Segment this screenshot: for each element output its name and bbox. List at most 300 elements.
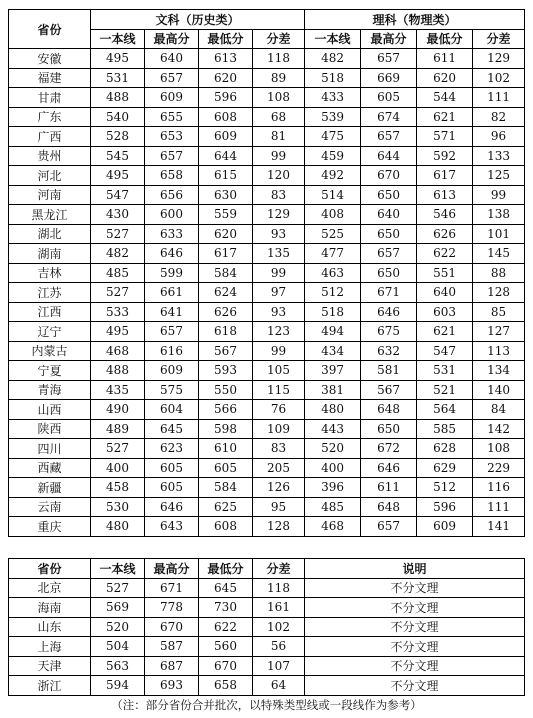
score-cell: 485 — [305, 497, 361, 517]
province-cell: 新疆 — [9, 478, 91, 498]
score-cell: 488 — [91, 361, 145, 381]
score-cell: 82 — [473, 107, 525, 127]
score-cell: 107 — [253, 656, 305, 676]
score-cell: 128 — [253, 517, 305, 537]
score-cell: 381 — [305, 380, 361, 400]
score-cell: 111 — [473, 497, 525, 517]
score-cell: 640 — [417, 283, 473, 303]
score-cell: 102 — [473, 68, 525, 88]
province-cell: 广西 — [9, 127, 91, 147]
score-cell: 482 — [91, 244, 145, 264]
table-row — [9, 578, 525, 598]
subheader-cell: 最高分 — [361, 29, 417, 49]
score-cell: 120 — [253, 166, 305, 186]
province-cell: 黑龙江 — [9, 205, 91, 225]
score-cell: 604 — [145, 400, 199, 420]
province-cell: 湖南 — [9, 244, 91, 264]
score-cell: 115 — [253, 380, 305, 400]
score-cell: 650 — [361, 419, 417, 439]
score-cell: 656 — [145, 185, 199, 205]
province-cell: 贵州 — [9, 146, 91, 166]
score-cell: 397 — [305, 361, 361, 381]
score-cell: 626 — [199, 302, 253, 322]
score-cell: 85 — [473, 302, 525, 322]
score-cell: 616 — [145, 341, 199, 361]
province-cell: 云南 — [9, 497, 91, 517]
province-cell: 西藏 — [9, 458, 91, 478]
table-row — [9, 637, 525, 657]
score-cell: 646 — [145, 497, 199, 517]
score-cell: 116 — [473, 478, 525, 498]
score-cell: 617 — [417, 166, 473, 186]
score-cell: 613 — [417, 185, 473, 205]
score-cell: 657 — [361, 517, 417, 537]
score-cell: 458 — [91, 478, 145, 498]
subheader-cell: 分差 — [473, 29, 525, 49]
score-cell: 443 — [305, 419, 361, 439]
score-cell: 628 — [417, 439, 473, 459]
score-cell: 621 — [417, 107, 473, 127]
score-cell: 608 — [199, 517, 253, 537]
score-cell: 528 — [91, 127, 145, 147]
score-cell: 610 — [199, 439, 253, 459]
score-cell: 485 — [91, 263, 145, 283]
province-cell: 山东 — [9, 617, 91, 637]
score-cell: 596 — [199, 88, 253, 108]
table-row — [9, 656, 525, 676]
score-cell: 587 — [145, 637, 199, 657]
score-cell: 468 — [305, 517, 361, 537]
table-row — [9, 49, 525, 69]
province-cell: 浙江 — [9, 676, 91, 696]
score-cell: 575 — [145, 380, 199, 400]
score-cell: 671 — [145, 578, 199, 598]
score-cell: 633 — [145, 224, 199, 244]
score-cell: 669 — [361, 68, 417, 88]
score-cell: 605 — [145, 478, 199, 498]
table-row — [9, 598, 525, 618]
table-row — [9, 361, 525, 381]
score-cell: 646 — [145, 244, 199, 264]
score-cell: 495 — [91, 322, 145, 342]
score-cell: 603 — [417, 302, 473, 322]
header-cell: 分差 — [253, 559, 305, 579]
score-cell: 123 — [253, 322, 305, 342]
score-cell: 620 — [199, 224, 253, 244]
table-row — [9, 205, 525, 225]
table-row — [9, 166, 525, 186]
score-cell: 598 — [199, 419, 253, 439]
score-cell: 527 — [91, 283, 145, 303]
score-cell: 550 — [199, 380, 253, 400]
score-cell: 125 — [473, 166, 525, 186]
table-row — [9, 283, 525, 303]
table-row — [9, 68, 525, 88]
score-cell: 140 — [473, 380, 525, 400]
score-cell: 547 — [417, 341, 473, 361]
score-cell: 670 — [361, 166, 417, 186]
province-cell: 广东 — [9, 107, 91, 127]
header-cell: 说明 — [305, 559, 525, 579]
score-cell: 118 — [253, 49, 305, 69]
header-cell: 最低分 — [199, 559, 253, 579]
score-cell: 623 — [145, 439, 199, 459]
score-cell: 108 — [253, 88, 305, 108]
score-cell: 644 — [361, 146, 417, 166]
score-cell: 99 — [473, 185, 525, 205]
province-cell: 辽宁 — [9, 322, 91, 342]
province-cell: 青海 — [9, 380, 91, 400]
table-row — [9, 244, 525, 264]
score-cell: 530 — [91, 497, 145, 517]
score-cell: 126 — [253, 478, 305, 498]
score-cell: 463 — [305, 263, 361, 283]
score-cell: 560 — [199, 637, 253, 657]
score-cell: 657 — [361, 244, 417, 264]
score-cell: 546 — [417, 205, 473, 225]
remark-cell: 不分文理 — [305, 598, 525, 618]
score-cell: 615 — [199, 166, 253, 186]
score-cell: 547 — [91, 185, 145, 205]
score-cell: 564 — [417, 400, 473, 420]
table-row — [9, 419, 525, 439]
table-row — [9, 127, 525, 147]
score-cell: 584 — [199, 478, 253, 498]
score-cell: 64 — [253, 676, 305, 696]
score-cell: 648 — [361, 497, 417, 517]
score-cell: 584 — [199, 263, 253, 283]
score-cell: 566 — [199, 400, 253, 420]
score-cell: 99 — [253, 341, 305, 361]
score-cell: 527 — [91, 578, 145, 598]
score-cell: 99 — [253, 263, 305, 283]
score-cell: 459 — [305, 146, 361, 166]
score-cell: 600 — [145, 205, 199, 225]
score-cell: 571 — [417, 127, 473, 147]
table-row — [9, 617, 525, 637]
score-cell: 620 — [417, 68, 473, 88]
score-cell: 396 — [305, 478, 361, 498]
table-row — [9, 380, 525, 400]
score-cell: 138 — [473, 205, 525, 225]
score-cell: 657 — [361, 49, 417, 69]
table-row — [9, 302, 525, 322]
score-cell: 145 — [473, 244, 525, 264]
score-cell: 134 — [473, 361, 525, 381]
score-cell: 109 — [253, 419, 305, 439]
table-row — [9, 517, 525, 537]
score-cell: 592 — [417, 146, 473, 166]
subheader-cell: 最低分 — [417, 29, 473, 49]
score-cell: 645 — [199, 578, 253, 598]
score-cell: 620 — [199, 68, 253, 88]
score-cell: 611 — [361, 478, 417, 498]
score-cell: 609 — [417, 517, 473, 537]
score-cell: 593 — [199, 361, 253, 381]
score-cell: 435 — [91, 380, 145, 400]
province-cell: 上海 — [9, 637, 91, 657]
province-cell: 甘肃 — [9, 88, 91, 108]
score-cell: 540 — [91, 107, 145, 127]
score-cell: 433 — [305, 88, 361, 108]
score-cell: 111 — [473, 88, 525, 108]
score-cell: 475 — [305, 127, 361, 147]
score-cell: 408 — [305, 205, 361, 225]
score-cell: 434 — [305, 341, 361, 361]
score-cell: 559 — [199, 205, 253, 225]
score-cell: 504 — [91, 637, 145, 657]
score-cell: 613 — [199, 49, 253, 69]
score-cell: 778 — [145, 598, 199, 618]
table-row — [9, 107, 525, 127]
score-cell: 658 — [199, 676, 253, 696]
score-cell: 488 — [91, 88, 145, 108]
score-cell: 657 — [145, 322, 199, 342]
score-cell: 625 — [199, 497, 253, 517]
score-cell: 494 — [305, 322, 361, 342]
score-cell: 514 — [305, 185, 361, 205]
header-liberal-arts: 文科（历史类） — [91, 10, 305, 30]
table-row — [9, 676, 525, 696]
header-cell: 最高分 — [145, 559, 199, 579]
score-cell: 640 — [145, 49, 199, 69]
score-cell: 640 — [361, 205, 417, 225]
score-cell: 490 — [91, 400, 145, 420]
score-cell: 545 — [91, 146, 145, 166]
score-cell: 518 — [305, 68, 361, 88]
score-cell: 605 — [361, 88, 417, 108]
score-cell: 135 — [253, 244, 305, 264]
subheader-cell: 一本线 — [91, 29, 145, 49]
score-cell: 96 — [473, 127, 525, 147]
score-cell: 521 — [417, 380, 473, 400]
score-cell: 527 — [91, 224, 145, 244]
score-cell: 622 — [417, 244, 473, 264]
score-cell: 495 — [91, 49, 145, 69]
score-cell: 400 — [91, 458, 145, 478]
score-cell: 605 — [145, 458, 199, 478]
score-cell: 657 — [361, 127, 417, 147]
score-cell: 480 — [91, 517, 145, 537]
score-cell: 644 — [199, 146, 253, 166]
province-cell: 天津 — [9, 656, 91, 676]
score-cell: 563 — [91, 656, 145, 676]
score-cell: 142 — [473, 419, 525, 439]
province-cell: 四川 — [9, 439, 91, 459]
score-cell: 657 — [145, 146, 199, 166]
score-cell: 641 — [145, 302, 199, 322]
score-cell: 81 — [253, 127, 305, 147]
score-cell: 646 — [361, 302, 417, 322]
province-cell: 海南 — [9, 598, 91, 618]
score-cell: 609 — [199, 127, 253, 147]
score-cell: 693 — [145, 676, 199, 696]
score-cell: 609 — [145, 88, 199, 108]
score-table-by-track — [8, 9, 525, 537]
score-cell: 533 — [91, 302, 145, 322]
score-cell: 687 — [145, 656, 199, 676]
score-cell: 675 — [361, 322, 417, 342]
score-table-combined — [8, 558, 525, 696]
score-cell: 229 — [473, 458, 525, 478]
score-cell: 569 — [91, 598, 145, 618]
score-cell: 56 — [253, 637, 305, 657]
score-cell: 624 — [199, 283, 253, 303]
subheader-cell: 分差 — [253, 29, 305, 49]
score-cell: 133 — [473, 146, 525, 166]
score-cell: 512 — [417, 478, 473, 498]
table-row — [9, 146, 525, 166]
score-cell: 671 — [361, 283, 417, 303]
score-cell: 630 — [199, 185, 253, 205]
score-cell: 650 — [361, 263, 417, 283]
score-cell: 609 — [145, 361, 199, 381]
score-cell: 482 — [305, 49, 361, 69]
score-cell: 83 — [253, 185, 305, 205]
score-cell: 650 — [361, 224, 417, 244]
score-cell: 520 — [91, 617, 145, 637]
score-cell: 531 — [417, 361, 473, 381]
score-cell: 97 — [253, 283, 305, 303]
province-cell: 内蒙古 — [9, 341, 91, 361]
score-cell: 518 — [305, 302, 361, 322]
score-cell: 489 — [91, 419, 145, 439]
score-cell: 581 — [361, 361, 417, 381]
province-cell: 陕西 — [9, 419, 91, 439]
province-cell: 湖北 — [9, 224, 91, 244]
score-cell: 129 — [253, 205, 305, 225]
score-cell: 400 — [305, 458, 361, 478]
score-cell: 599 — [145, 263, 199, 283]
score-cell: 113 — [473, 341, 525, 361]
score-cell: 127 — [473, 322, 525, 342]
score-cell: 430 — [91, 205, 145, 225]
province-cell: 江西 — [9, 302, 91, 322]
score-cell: 93 — [253, 224, 305, 244]
table-row — [9, 400, 525, 420]
score-cell: 544 — [417, 88, 473, 108]
score-cell: 596 — [417, 497, 473, 517]
subheader-cell: 一本线 — [305, 29, 361, 49]
province-cell: 宁夏 — [9, 361, 91, 381]
score-cell: 128 — [473, 283, 525, 303]
score-cell: 101 — [473, 224, 525, 244]
score-cell: 567 — [199, 341, 253, 361]
table-row — [9, 497, 525, 517]
province-cell: 福建 — [9, 68, 91, 88]
score-cell: 611 — [417, 49, 473, 69]
score-cell: 672 — [361, 439, 417, 459]
header-cell: 省份 — [9, 559, 91, 579]
table-row — [9, 478, 525, 498]
score-cell: 618 — [199, 322, 253, 342]
score-cell: 661 — [145, 283, 199, 303]
header-province: 省份 — [9, 10, 91, 49]
score-cell: 674 — [361, 107, 417, 127]
remark-cell: 不分文理 — [305, 656, 525, 676]
score-cell: 93 — [253, 302, 305, 322]
table-row — [9, 224, 525, 244]
score-cell: 88 — [473, 263, 525, 283]
score-cell: 468 — [91, 341, 145, 361]
score-cell: 567 — [361, 380, 417, 400]
score-cell: 105 — [253, 361, 305, 381]
score-cell: 205 — [253, 458, 305, 478]
score-cell: 83 — [253, 439, 305, 459]
score-cell: 129 — [473, 49, 525, 69]
score-cell: 650 — [361, 185, 417, 205]
table-row — [9, 185, 525, 205]
score-cell: 658 — [145, 166, 199, 186]
score-cell: 655 — [145, 107, 199, 127]
header-science: 理科（物理类） — [305, 10, 525, 30]
remark-cell: 不分文理 — [305, 637, 525, 657]
score-cell: 520 — [305, 439, 361, 459]
score-cell: 605 — [199, 458, 253, 478]
score-cell: 527 — [91, 439, 145, 459]
score-cell: 621 — [417, 322, 473, 342]
score-cell: 89 — [253, 68, 305, 88]
score-cell: 585 — [417, 419, 473, 439]
score-cell: 632 — [361, 341, 417, 361]
score-cell: 492 — [305, 166, 361, 186]
table-row — [9, 263, 525, 283]
province-cell: 安徽 — [9, 49, 91, 69]
score-cell: 594 — [91, 676, 145, 696]
score-cell: 643 — [145, 517, 199, 537]
remark-cell: 不分文理 — [305, 617, 525, 637]
province-cell: 重庆 — [9, 517, 91, 537]
score-cell: 76 — [253, 400, 305, 420]
score-cell: 525 — [305, 224, 361, 244]
score-cell: 670 — [199, 656, 253, 676]
remark-cell: 不分文理 — [305, 578, 525, 598]
score-cell: 495 — [91, 166, 145, 186]
score-cell: 730 — [199, 598, 253, 618]
score-cell: 531 — [91, 68, 145, 88]
subheader-cell: 最高分 — [145, 29, 199, 49]
table-row — [9, 439, 525, 459]
score-cell: 477 — [305, 244, 361, 264]
table-row — [9, 322, 525, 342]
score-cell: 622 — [199, 617, 253, 637]
score-cell: 648 — [361, 400, 417, 420]
score-cell: 626 — [417, 224, 473, 244]
score-cell: 118 — [253, 578, 305, 598]
score-cell: 646 — [361, 458, 417, 478]
score-cell: 512 — [305, 283, 361, 303]
score-cell: 161 — [253, 598, 305, 618]
header-cell: 一本线 — [91, 559, 145, 579]
table-row — [9, 88, 525, 108]
province-cell: 河北 — [9, 166, 91, 186]
score-cell: 99 — [253, 146, 305, 166]
province-cell: 北京 — [9, 578, 91, 598]
subheader-cell: 最低分 — [199, 29, 253, 49]
score-cell: 608 — [199, 107, 253, 127]
score-cell: 551 — [417, 263, 473, 283]
score-cell: 629 — [417, 458, 473, 478]
score-cell: 645 — [145, 419, 199, 439]
score-cell: 84 — [473, 400, 525, 420]
remark-cell: 不分文理 — [305, 676, 525, 696]
province-cell: 河南 — [9, 185, 91, 205]
province-cell: 吉林 — [9, 263, 91, 283]
score-cell: 102 — [253, 617, 305, 637]
score-cell: 68 — [253, 107, 305, 127]
score-cell: 141 — [473, 517, 525, 537]
score-cell: 653 — [145, 127, 199, 147]
